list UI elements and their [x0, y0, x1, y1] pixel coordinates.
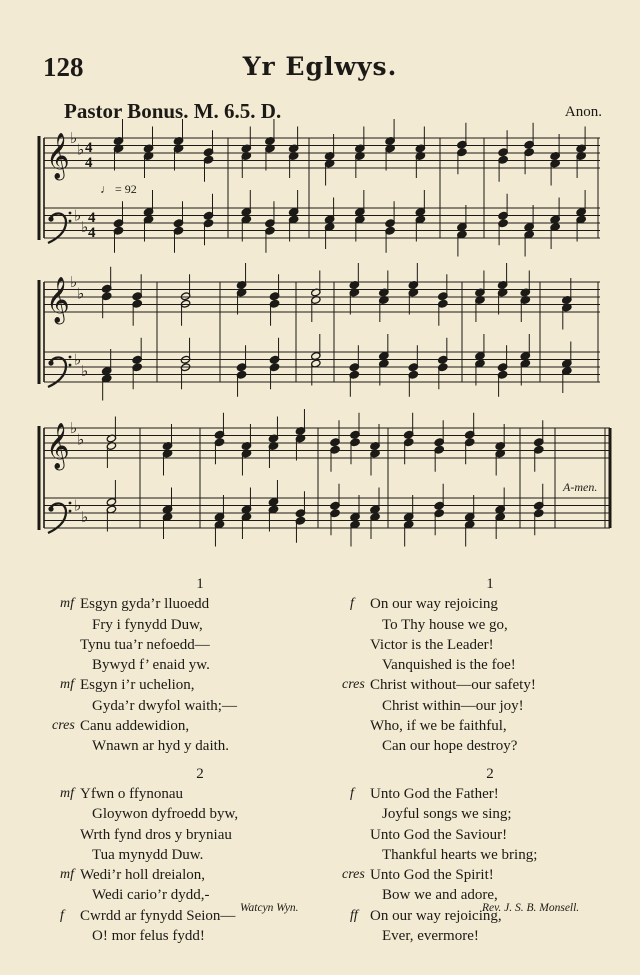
flat-icon: ♭	[70, 129, 78, 147]
time-signature: 4	[88, 225, 96, 241]
verse-text: Unto God the Spirit!	[370, 867, 494, 884]
dynamic-marking: mf	[60, 677, 74, 693]
verse-text: Thankful hearts we bring;	[382, 846, 538, 863]
dynamic-marking: mf	[60, 785, 74, 801]
verse-text: Esgyn gyda’r lluoedd	[80, 596, 210, 613]
tempo-marking: ♩ = 92	[100, 182, 137, 196]
verse-line	[370, 696, 610, 716]
verse-text: On our way rejoicing,	[370, 907, 502, 924]
verse-line	[60, 675, 320, 695]
dynamic-marking: cres	[52, 718, 75, 734]
verse-text: Ever, evermore!	[382, 928, 479, 945]
verse-text: Joyful songs we sing;	[382, 806, 512, 823]
verse-line	[370, 655, 610, 675]
verse-line	[370, 926, 610, 946]
verse-text: Esgyn i’r uchelion,	[80, 677, 195, 694]
stanza-number: 1	[486, 576, 494, 592]
dynamic-marking: f	[350, 785, 354, 801]
verse-line	[80, 655, 320, 675]
bass-clef-dot	[69, 220, 72, 223]
treble-clef-icon: 𝄞	[46, 277, 70, 323]
flat-icon: ♭	[74, 206, 82, 225]
verse-line	[80, 696, 320, 716]
verse-text: To Thy house we go,	[382, 616, 508, 633]
flat-icon: ♭	[77, 140, 85, 159]
verse-line	[370, 635, 610, 655]
running-head: Yr Eglwys.	[242, 52, 398, 81]
verse-line	[80, 825, 320, 845]
stanza-number: 1	[196, 576, 204, 592]
verse-line	[60, 784, 320, 804]
verse-line	[80, 736, 320, 756]
time-signature: 4	[85, 155, 93, 171]
verse-text: Bywyd f’ enaid yw.	[92, 657, 210, 674]
bass-clef-icon	[48, 506, 53, 511]
verse-line	[60, 865, 320, 885]
welsh-attribution: Watcyn Wyn.	[240, 902, 299, 914]
flat-icon: ♭	[81, 217, 89, 236]
verse-line	[370, 716, 610, 736]
verse-text: Wedi’r holl dreialon,	[80, 867, 206, 884]
flat-icon: ♭	[70, 419, 78, 437]
dynamic-marking: ff	[350, 907, 358, 923]
verse-line	[80, 804, 320, 824]
verse-text: Victor is the Leader!	[370, 636, 494, 653]
verse-text: Christ without—our safety!	[370, 677, 536, 694]
time-signature: 4	[85, 140, 93, 156]
verse-line	[342, 865, 610, 885]
english-attribution: Rev. J. S. B. Monsell.	[482, 902, 580, 914]
verse-line	[80, 615, 320, 635]
bass-clef-dot	[69, 510, 72, 513]
flat-icon: ♭	[74, 496, 82, 515]
verse-text: Fry i fynydd Duw,	[92, 616, 203, 633]
bass-clef-dot	[69, 364, 72, 367]
verse-line	[370, 804, 610, 824]
verse-text: Vanquished is the foe!	[382, 657, 516, 674]
verse-text: Tua mynydd Duw.	[92, 846, 204, 863]
verse-line	[370, 825, 610, 845]
verse-text: Canu addewidion,	[80, 718, 190, 735]
verse-text: Wrth fynd dros y bryniau	[80, 826, 232, 843]
verse-text: Can our hope destroy?	[382, 738, 518, 755]
verse-text: Gloywon dyfroedd byw,	[92, 806, 239, 823]
verse-line	[370, 615, 610, 635]
amen-text: A-men.	[563, 480, 598, 494]
tune-title: Pastor Bonus. M. 6.5. D.	[64, 99, 282, 123]
flat-icon: ♭	[77, 430, 85, 449]
bass-clef-dot	[69, 502, 72, 505]
stanza-number: 2	[196, 765, 204, 782]
verse-text: Yfwn o ffynonau	[80, 785, 184, 802]
verse-line	[370, 736, 610, 756]
treble-clef-icon: 𝄞	[46, 423, 70, 469]
dynamic-marking: cres	[342, 677, 365, 693]
bass-clef-dot	[69, 356, 72, 359]
composer: Anon.	[564, 104, 602, 120]
verse-text: O! mor felus fydd!	[92, 928, 205, 945]
bass-clef-icon	[48, 216, 53, 221]
flat-icon: ♭	[81, 507, 89, 526]
dynamic-marking: f	[350, 596, 354, 612]
verse-text: Who, if we be faithful,	[370, 718, 507, 735]
dynamic-marking: mf	[60, 867, 74, 883]
verse-text: Tynu tua’r nefoedd—	[80, 636, 210, 653]
stanza-number: 2	[486, 765, 494, 782]
verse-line	[60, 594, 320, 614]
verse-line	[350, 594, 610, 614]
verse-text: Christ within—our joy!	[382, 697, 524, 714]
english-verses	[342, 574, 610, 953]
bass-clef-icon	[48, 360, 53, 365]
dynamic-marking: cres	[342, 867, 365, 883]
flat-icon: ♭	[77, 284, 85, 303]
flat-icon: ♭	[70, 273, 78, 291]
dynamic-marking: f	[60, 907, 64, 923]
dynamic-marking: mf	[60, 596, 74, 612]
verse-line	[350, 784, 610, 804]
verse-line	[80, 635, 320, 655]
verse-text: On our way rejoicing	[370, 596, 498, 613]
page-number: 128	[43, 52, 84, 82]
verse-line	[80, 845, 320, 865]
verse-text: Gyda’r dwyfol waith;—	[92, 697, 237, 714]
verse-text: Unto God the Father!	[370, 785, 499, 802]
treble-clef-icon: 𝄞	[46, 133, 70, 179]
verse-text: Wnawn ar hyd y daith.	[92, 738, 230, 755]
verse-line	[370, 845, 610, 865]
time-signature: 4	[88, 210, 96, 226]
verse-line	[52, 716, 320, 736]
verse-line	[342, 675, 610, 695]
verse-text: Cwrdd ar fynydd Seion—	[80, 907, 236, 924]
flat-icon: ♭	[74, 350, 82, 369]
verse-text: Wedi cario’r dydd,-	[92, 887, 210, 904]
welsh-verses	[52, 574, 320, 953]
verse-line	[80, 926, 320, 946]
flat-icon: ♭	[81, 361, 89, 380]
verse-text: Bow we and adore,	[382, 887, 498, 904]
bass-clef-dot	[69, 212, 72, 215]
verse-text: Unto God the Saviour!	[370, 826, 508, 843]
